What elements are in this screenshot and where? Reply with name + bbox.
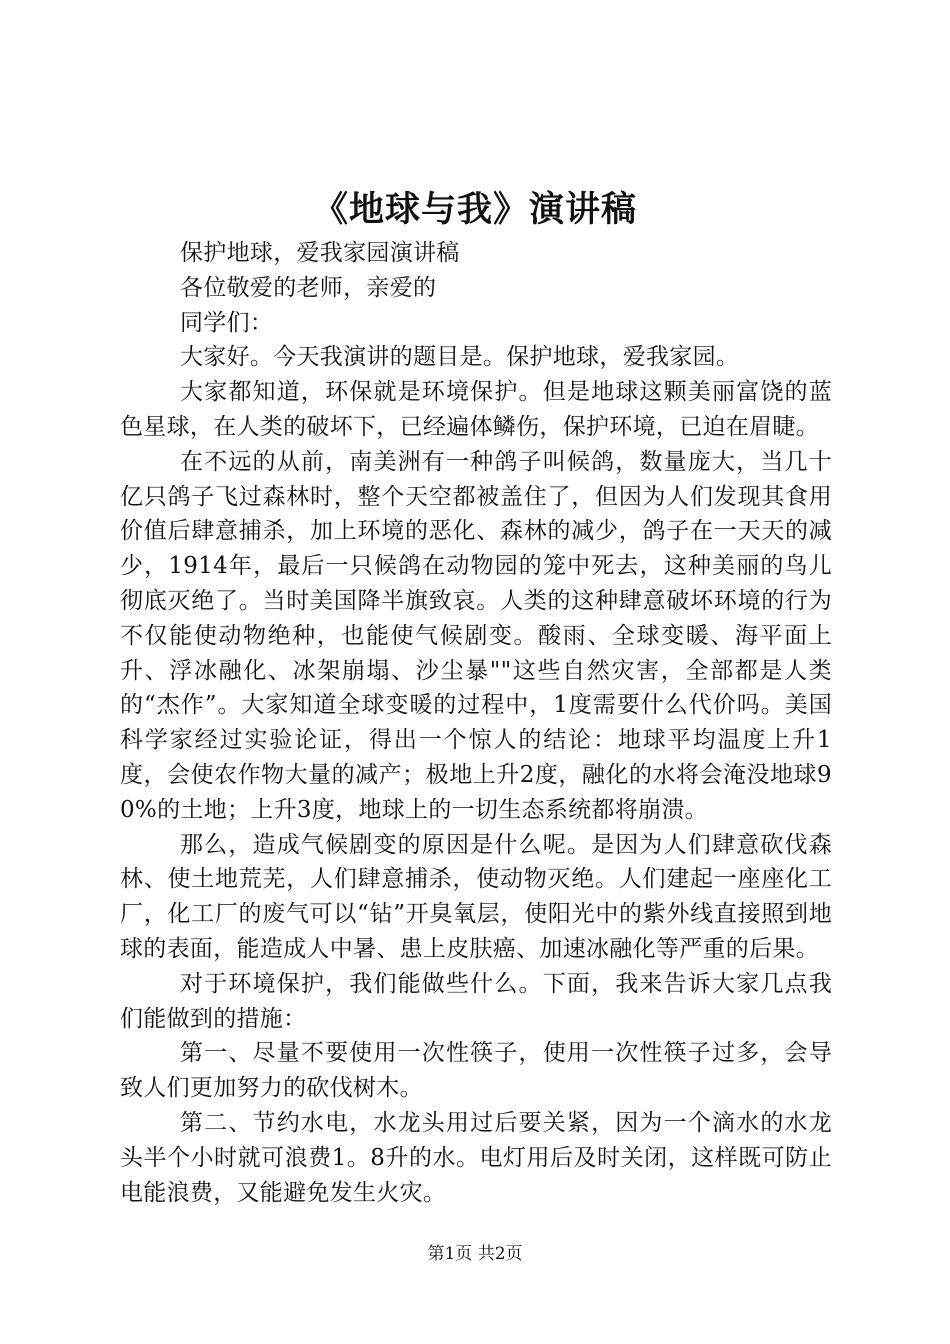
paragraph-intro: 大家都知道，环保就是环境保护。但是地球这颗美丽富饶的蓝色星球，在人类的破坏下，已经遍体鳞伤，保护环境，已迫在眉睫。 xyxy=(120,379,832,440)
page-footer: 第1页 共2页 xyxy=(427,1244,523,1264)
paragraph-measure-2: 第二、节约水电，水龙头用过后要关紧，因为一个滴水的水龙头半个小时就可浪费1。8升的水。电灯用后及时关闭，这样既可防止电能浪费，又能避免发生火灾。 xyxy=(120,1109,832,1206)
paragraph-measures-intro: 对于环境保护，我们能做些什么。下面，我来告诉大家几点我们能做到的措施： xyxy=(120,970,832,1032)
paragraph-passenger-pigeon: 在不远的从前，南美洲有一种鸽子叫候鸽，数量庞大，当几十亿只鸽子飞过森林时，整个天空都被盖住了，但因为人们发现其食用价值后肆意捕杀，加上环境的恶化、森林的减少，鸽子在一天天的减少，1914年，最后一只候鸽在动物园的笼中死去，这种美丽的鸟儿彻底灭绝了。当时美国降半旗致哀。人类的这种肆意破坏环境的行为不仅能使动物绝种，也能使气候剧变。酸雨、全球变暖、海平面上升、浮冰融化、冰架崩塌、沙尘暴""这些自然灾害，全部都是人类的“杰作”。大家知道全球变暖的过程中，1度需要什么代价吗。美国科学家经过实验论证，得出一个惊人的结论：地球平均温度上升1度，会使农作物大量的减产；极地上升2度，融化的水将会淹没地球90%的土地；上升3度，地球上的一切生态系统都将崩溃。 xyxy=(120,448,832,823)
paragraph-measure-1: 第一、尽量不要使用一次性筷子，使用一次性筷子过多，会导致人们更加努力的砍伐树木。 xyxy=(120,1040,832,1102)
document-body xyxy=(120,236,832,1210)
document-title: 《地球与我》演讲稿 xyxy=(312,189,637,230)
paragraph-causes: 那么，造成气候剧变的原因是什么呢。是因为人们肆意砍伐森林、使土地荒芜，人们肆意捕杀，使动物灭绝。人们建起一座座化工厂，化工厂的废气可以“钻”开臭氧层，使阳光中的紫外线直接照到地球的表面，能造成人中暑、患上皮肤癌、加速冰融化等严重的后果。 xyxy=(120,831,832,962)
paragraph-salutation-1: 各位敬爱的老师，亲爱的 xyxy=(180,274,437,301)
paragraph-subtitle: 保护地球，爱我家园演讲稿 xyxy=(180,240,460,266)
paragraph-greeting: 大家好。今天我演讲的题目是。保护地球，爱我家园。 xyxy=(180,344,740,371)
paragraph-salutation-2: 同学们： xyxy=(180,309,274,336)
